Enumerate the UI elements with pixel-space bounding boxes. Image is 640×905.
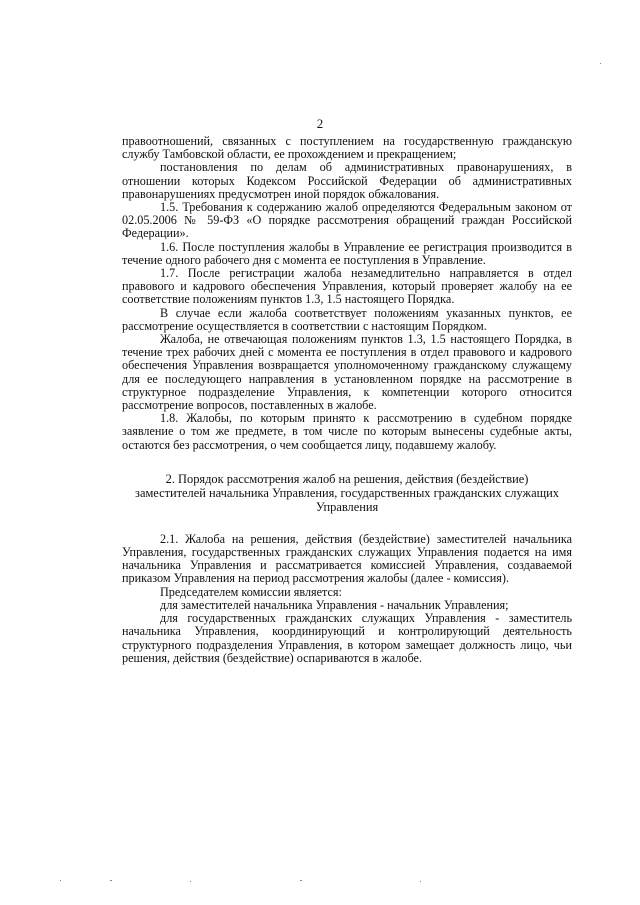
paragraph: 2.1. Жалоба на решения, действия (бездействие) заместителей начальника Управления, государственных гражданских служащих Управления подается на имя начальника Управления и рассматривается комиссией Управления, создаваемой приказом Управления на период рассмотрения жалобы (далее - комиссия).: [122, 531, 572, 586]
paragraph: 1.7. После регистрации жалоба незамедлительно направляется в отдел правового и кадрового обеспечения Управления, который проверяет жалобу на ее соответствие положениям пунктов 1.3, 1.5 настоящего Порядка.: [122, 266, 572, 307]
scan-artifact: [420, 881, 421, 882]
paragraph: 1.5. Требования к содержанию жалоб определяются Федеральным законом от 02.05.2006 № 59-ФЗ «О порядке рассмотрения обращений граждан Российской Федерации».: [122, 200, 572, 241]
document-body: [122, 135, 572, 665]
paragraph: для государственных гражданских служащих Управления - заместитель начальника Управления, координирующий и контролирующий деятельность структурного подразделения Управления, в котором замещает должность лицо, чьи решения, действия (бездействие) оспариваются в жалобе.: [122, 611, 572, 665]
paragraph: 1.8. Жалобы, по которым принято к рассмотрению в судебном порядке заявление о том же предмете, в том числе по которым вынесены судебные акты, остаются без рассмотрения, о чем сообщается лицу, подавшему жалобу.: [122, 411, 572, 452]
scan-artifact: [600, 63, 601, 64]
scan-artifact: [190, 881, 191, 882]
paragraph: 1.6. После поступления жалобы в Управление ее регистрация производится в течение одного рабочего дня с момента ее поступления в Управление.: [122, 239, 572, 267]
scan-artifact: [60, 880, 61, 881]
paragraph: Жалоба, не отвечающая положениям пунктов 1.3, 1.5 настоящего Порядка, в течение трех рабочих дней с момента ее поступления в отдел правового и кадрового обеспечения Управления возвращается уполномоченному гражданскому служащему для ее последующего направления в установленном порядке на рассмотрение в структурное подразделение Управления, к компетенции которого относится рассмотрение вопросов, поставленных в жалобе.: [122, 332, 572, 413]
page-number: 2: [316, 116, 324, 131]
paragraph: правоотношений, связанных с поступлением на государственную гражданскую службу Тамбовской области, ее прохождением и прекращением;: [122, 134, 572, 162]
scan-artifact: [300, 880, 302, 881]
paragraph: В случае если жалоба соответствует положениям указанных пунктов, ее рассмотрение осуществляется в соответствии с настоящим Порядком.: [122, 305, 572, 333]
paragraph: Председателем комиссии является:: [160, 584, 342, 599]
section-heading: 2. Порядок рассмотрения жалоб на решения, действия (бездействие) заместителей начальника Управления, государственных гражданских служащих Управления: [135, 471, 559, 514]
scan-artifact: [110, 880, 112, 881]
paragraph: для заместителей начальника Управления - начальник Управления;: [160, 597, 509, 612]
paragraph: постановления по делам об административных правонарушениях, в отношении которых Кодексом Российской Федерации об административных правонарушениях предусмотрен иной порядок обжалования.: [122, 160, 572, 201]
